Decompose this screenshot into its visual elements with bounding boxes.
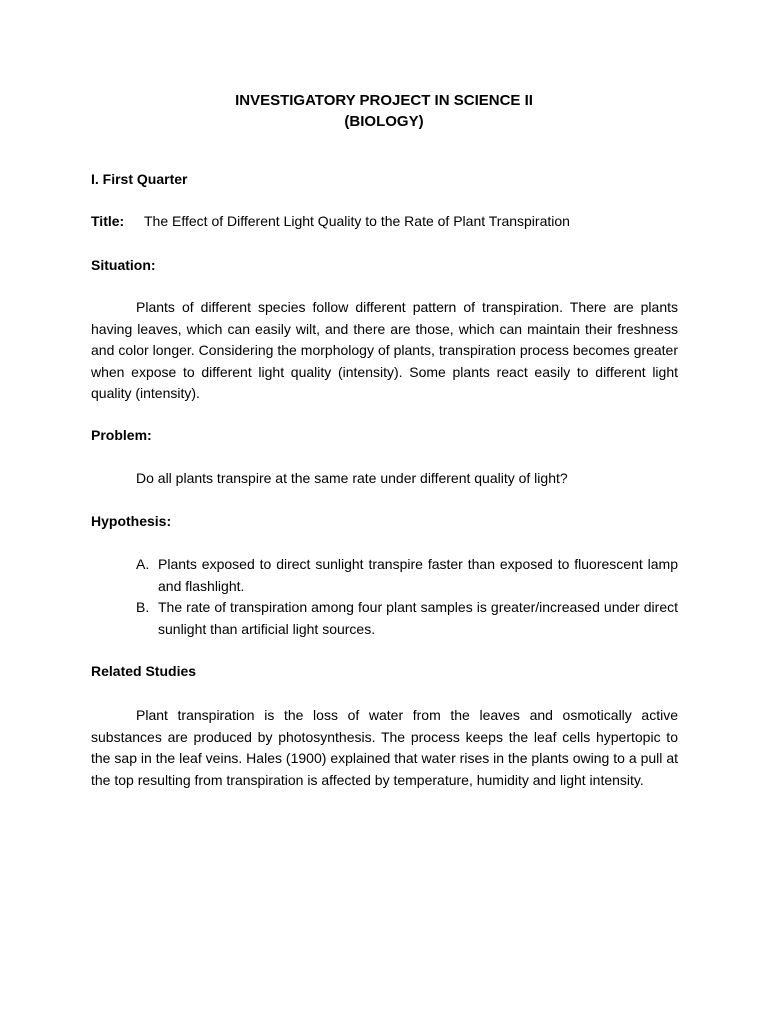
related-studies-heading: Related Studies <box>91 663 197 679</box>
list-marker: A. <box>136 556 150 572</box>
hypothesis-text: Plants exposed to direct sunlight transpire faster than exposed to fluorescent lamp and flashlight. <box>158 556 678 594</box>
hypothesis-list <box>136 554 678 640</box>
hypothesis-text: The rate of transpiration among four plant samples is greater/increased under direct sunlight than artificial light sources. <box>158 599 678 637</box>
related-studies-paragraph: Plant transpiration is the loss of water from the leaves and osmotically active substances are produced by photosynthesis. The process keeps the leaf cells hypertopic to the sap in the leaf veins. Hales (1900) explained that water rises in the plants owing to a pull at the top resulting from transpiration is affected by temperature, humidity and light intensity. <box>91 707 678 788</box>
hypothesis-item-b <box>136 597 678 640</box>
project-title-text: The Effect of Different Light Quality to the Rate of Plant Transpiration <box>144 213 570 229</box>
situation-paragraph: Plants of different species follow different pattern of transpiration. There are plants having leaves, which can easily wilt, and there are those, which can maintain their freshness and color longer. Considering the morphology of plants, transpiration process becomes greater when expose to different light quality (intensity). Some plants react easily to different light quality (intensity). <box>91 299 678 402</box>
problem-text: Do all plants transpire at the same rate under different quality of light? <box>136 470 568 486</box>
project-title-row <box>91 211 678 233</box>
section-heading-quarter: I. First Quarter <box>91 171 188 187</box>
hypothesis-heading: Hypothesis: <box>91 513 172 529</box>
document-subtitle: (BIOLOGY) <box>344 113 424 130</box>
list-marker: B. <box>136 599 150 616</box>
problem-heading: Problem: <box>91 427 152 443</box>
project-title-label: Title: <box>91 213 125 229</box>
hypothesis-item-a <box>136 554 678 597</box>
document-title: INVESTIGATORY PROJECT IN SCIENCE II <box>235 92 533 109</box>
situation-heading: Situation: <box>91 257 156 273</box>
